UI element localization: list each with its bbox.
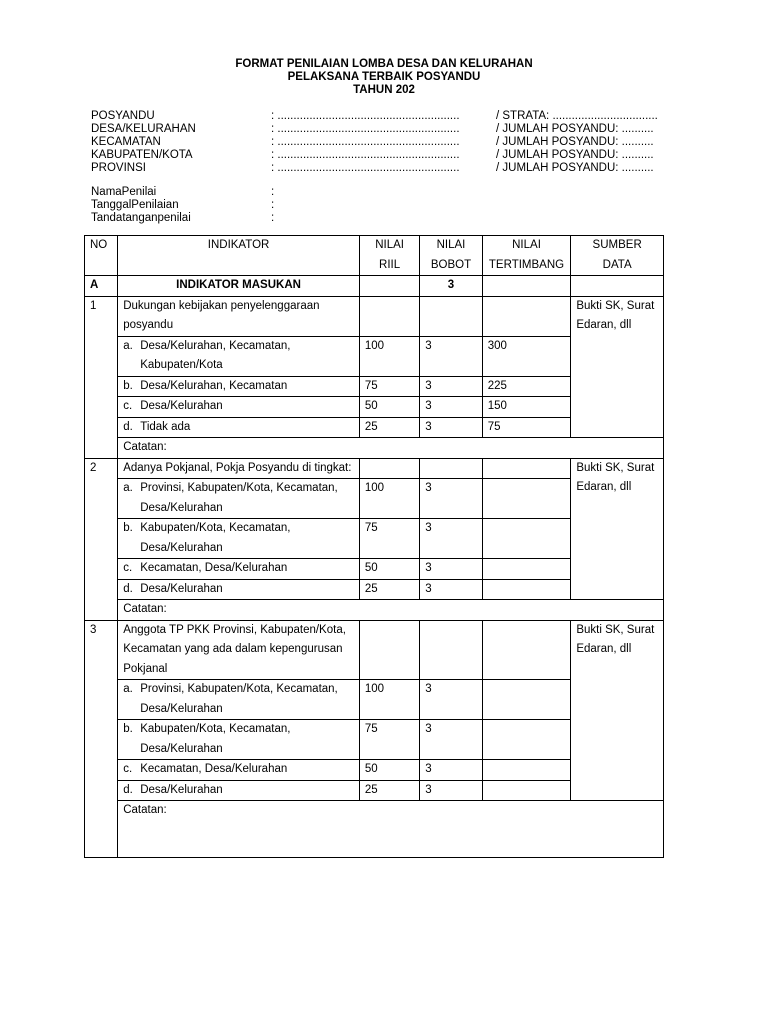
option-nilai-bobot: 3: [420, 579, 482, 600]
identity-field-value: : .........................................................: [271, 162, 460, 174]
option-nilai-tertimbang: [482, 579, 571, 600]
option-nilai-bobot: 3: [420, 519, 482, 559]
option-nilai-bobot: 3: [420, 720, 482, 760]
identity-field-label: PROVINSI: [91, 162, 146, 174]
identity-field-value: : .........................................................: [271, 149, 460, 161]
section-bobot: 3: [420, 276, 482, 297]
option-nilai-riil: 75: [359, 376, 419, 397]
notes-row: [85, 438, 664, 459]
indicator-tertimbang: [482, 296, 571, 336]
identity-field-label: DESA/KELURAHAN: [91, 123, 196, 135]
option-nilai-tertimbang: 300: [482, 336, 571, 376]
option-nilai-bobot: 3: [420, 559, 482, 580]
identity-field-extra: / JUMLAH POSYANDU: ..........: [496, 162, 654, 174]
assessor-field-value: :: [271, 186, 275, 198]
option-nilai-bobot: 3: [420, 336, 482, 376]
identity-field-value: : .........................................................: [271, 123, 460, 135]
indicator-tertimbang: [482, 620, 571, 680]
option-text: c. Kecamatan, Desa/Kelurahan: [118, 760, 360, 781]
option-text: d. Desa/Kelurahan: [118, 780, 360, 801]
indicator-source: Bukti SK, Surat Edaran, dll: [571, 458, 664, 600]
option-nilai-riil: 100: [359, 680, 419, 720]
identity-field-label: KABUPATEN/KOTA: [91, 149, 193, 161]
identity-field-value: : .........................................................: [271, 110, 460, 122]
header-nilai-tertimbang: NILAI TERTIMBANG: [482, 236, 571, 276]
identity-field-extra: / STRATA: .................................: [496, 110, 658, 122]
option-nilai-bobot: 3: [420, 397, 482, 418]
option-text: a. Provinsi, Kabupaten/Kota, Kecamatan, Desa/Kelurahan: [118, 479, 360, 519]
option-nilai-bobot: 3: [420, 680, 482, 720]
header-nilai-bobot: NILAI BOBOT: [420, 236, 482, 276]
option-text: b. Kabupaten/Kota, Kecamatan, Desa/Kelurahan: [118, 519, 360, 559]
indicator-source: Bukti SK, Surat Edaran, dll: [571, 620, 664, 801]
option-nilai-riil: 100: [359, 479, 419, 519]
indicator-bobot: [420, 458, 482, 479]
section-label: INDIKATOR MASUKAN: [118, 276, 360, 297]
indicator-text: Dukungan kebijakan penyelenggaraan posyandu: [118, 296, 360, 336]
indicator-number: 1: [85, 296, 118, 458]
option-text: a. Provinsi, Kabupaten/Kota, Kecamatan, Desa/Kelurahan: [118, 680, 360, 720]
option-nilai-riil: 50: [359, 559, 419, 580]
option-nilai-tertimbang: [482, 519, 571, 559]
identity-field-value: : .........................................................: [271, 136, 460, 148]
option-nilai-riil: 75: [359, 720, 419, 760]
option-text: d. Tidak ada: [118, 417, 360, 438]
option-nilai-tertimbang: [482, 680, 571, 720]
identity-field-extra: / JUMLAH POSYANDU: ..........: [496, 123, 654, 135]
indicator-row: [85, 296, 664, 336]
notes-row: [85, 801, 664, 858]
option-nilai-tertimbang: 150: [482, 397, 571, 418]
header-indikator: INDIKATOR: [118, 236, 360, 276]
identity-field-label: POSYANDU: [91, 110, 155, 122]
identity-field-extra: / JUMLAH POSYANDU: ..........: [496, 136, 654, 148]
option-text: c. Kecamatan, Desa/Kelurahan: [118, 559, 360, 580]
indicator-row: [85, 458, 664, 479]
header-nilai-riil: NILAI RIIL: [359, 236, 419, 276]
option-nilai-riil: 50: [359, 397, 419, 418]
notes-row: [85, 600, 664, 621]
identity-field-extra: / JUMLAH POSYANDU: ..........: [496, 149, 654, 161]
assessment-table: [84, 235, 664, 858]
option-text: b. Desa/Kelurahan, Kecamatan: [118, 376, 360, 397]
assessor-field-label: Tandatanganpenilai: [91, 212, 191, 224]
indicator-number: 2: [85, 458, 118, 620]
option-nilai-tertimbang: [482, 559, 571, 580]
assessor-field-label: TanggalPenilaian: [91, 199, 179, 211]
header-sumber-data: SUMBER DATA: [571, 236, 664, 276]
option-nilai-riil: 50: [359, 760, 419, 781]
option-nilai-bobot: 3: [420, 479, 482, 519]
option-nilai-riil: 100: [359, 336, 419, 376]
option-nilai-tertimbang: [482, 780, 571, 801]
indicator-number: 3: [85, 620, 118, 858]
notes-field: Catatan:: [118, 600, 664, 621]
indicator-text: Anggota TP PKK Provinsi, Kabupaten/Kota, Kecamatan yang ada dalam kepengurusan Pokjanal: [118, 620, 360, 680]
form-title-line-3: TAHUN 202: [353, 84, 415, 96]
indicator-riil: [359, 458, 419, 479]
option-text: a. Desa/Kelurahan, Kecamatan, Kabupaten/Kota: [118, 336, 360, 376]
section-row: [85, 276, 664, 297]
table-header-row: [85, 236, 664, 276]
option-nilai-riil: 25: [359, 780, 419, 801]
indicator-riil: [359, 620, 419, 680]
indicator-riil: [359, 296, 419, 336]
option-nilai-riil: 75: [359, 519, 419, 559]
option-nilai-tertimbang: 75: [482, 417, 571, 438]
indicator-bobot: [420, 296, 482, 336]
option-nilai-riil: 25: [359, 579, 419, 600]
form-title-line-1: FORMAT PENILAIAN LOMBA DESA DAN KELURAHAN: [235, 58, 533, 70]
assessor-field-value: :: [271, 199, 275, 211]
header-no: NO: [85, 236, 118, 276]
option-nilai-riil: 25: [359, 417, 419, 438]
option-nilai-tertimbang: [482, 720, 571, 760]
option-nilai-bobot: 3: [420, 376, 482, 397]
option-text: d. Desa/Kelurahan: [118, 579, 360, 600]
notes-field: Catatan:: [118, 801, 664, 858]
option-text: b. Kabupaten/Kota, Kecamatan, Desa/Kelurahan: [118, 720, 360, 760]
section-code: A: [85, 276, 118, 297]
assessor-field-label: NamaPenilai: [91, 186, 157, 198]
option-nilai-tertimbang: [482, 479, 571, 519]
notes-field: Catatan:: [118, 438, 664, 459]
option-text: c. Desa/Kelurahan: [118, 397, 360, 418]
indicator-source: Bukti SK, Surat Edaran, dll: [571, 296, 664, 438]
option-nilai-bobot: 3: [420, 417, 482, 438]
option-nilai-tertimbang: 225: [482, 376, 571, 397]
indicator-text: Adanya Pokjanal, Pokja Posyandu di tingkat:: [118, 458, 360, 479]
option-nilai-bobot: 3: [420, 760, 482, 781]
assessor-field-value: :: [271, 212, 275, 224]
option-nilai-bobot: 3: [420, 780, 482, 801]
form-title-line-2: PELAKSANA TERBAIK POSYANDU: [287, 71, 481, 83]
indicator-bobot: [420, 620, 482, 680]
indicator-tertimbang: [482, 458, 571, 479]
option-nilai-tertimbang: [482, 760, 571, 781]
identity-field-label: KECAMATAN: [91, 136, 161, 148]
indicator-row: [85, 620, 664, 680]
